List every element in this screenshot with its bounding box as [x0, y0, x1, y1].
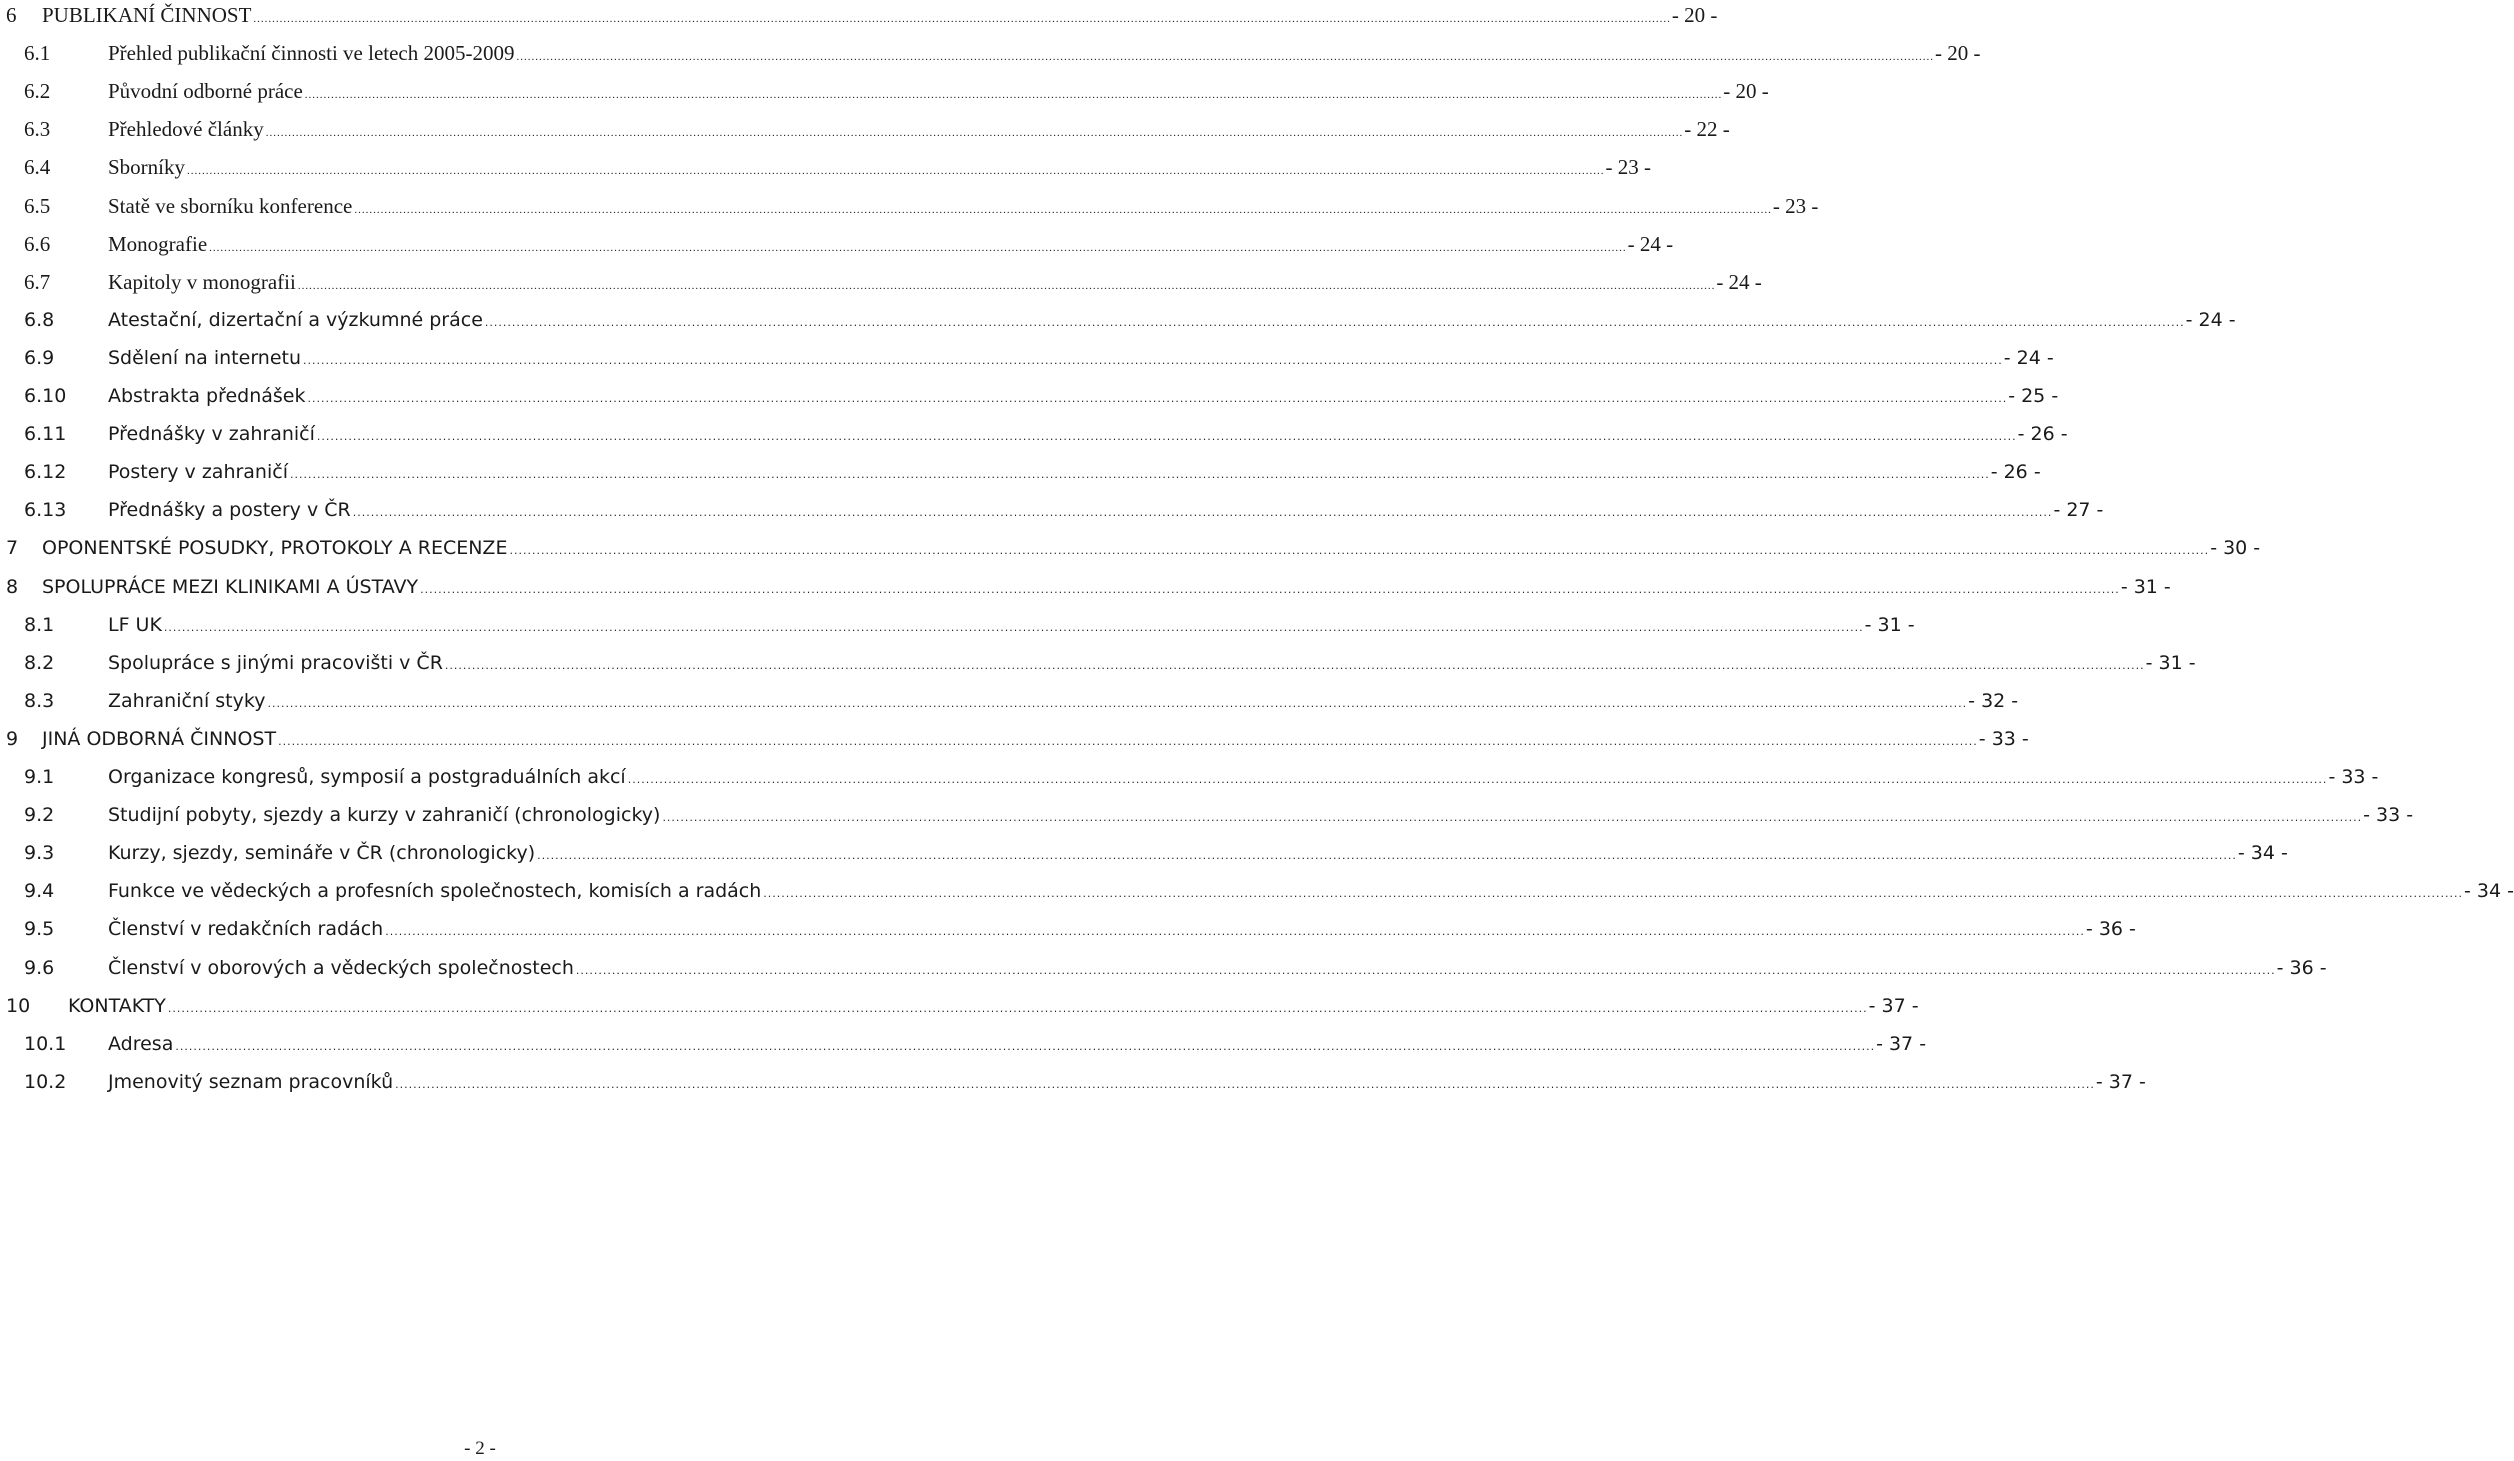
toc-entry[interactable] [6, 1025, 1927, 1063]
toc-entry-page: - 23 - [1605, 155, 1652, 180]
toc-entry-page: - 31 - [2120, 575, 2171, 598]
toc-entry-number: 6.13 [24, 499, 67, 522]
toc-entry-number: 9.5 [24, 918, 55, 941]
toc-entry-title: Postery v zahraničí [108, 461, 288, 484]
toc-entry-title: Adresa [108, 1032, 174, 1055]
toc-entry[interactable] [6, 34, 1981, 72]
toc-entry-page: - 33 - [2328, 766, 2379, 788]
toc-entry-title: Členství v oborových a vědeckých společnostech [108, 956, 574, 979]
toc-entry[interactable] [6, 187, 1819, 225]
toc-entry[interactable] [6, 453, 2041, 491]
toc-dot-leader [628, 761, 2328, 799]
toc-entry-page: - 23 - [1772, 193, 1819, 218]
toc-entry[interactable] [6, 720, 2029, 758]
toc-entry[interactable] [6, 225, 1674, 263]
toc-entry[interactable] [6, 110, 1730, 148]
toc-entry-title: Zahraniční styky [108, 689, 266, 712]
toc-entry-title: Kapitoly v monografii [108, 269, 296, 294]
toc-entry-title: Monografie [108, 231, 208, 256]
toc-entry[interactable] [6, 529, 2261, 567]
toc-entry-title: Jmenovitý seznam pracovníků [108, 1070, 394, 1093]
toc-entry-number: 9.6 [24, 956, 55, 979]
toc-dot-leader [485, 304, 2185, 342]
toc-entry[interactable] [6, 339, 2054, 377]
toc-dot-leader [517, 38, 1935, 76]
toc-entry-page: - 37 - [1876, 1032, 1927, 1055]
toc-entry-title: Přednášky v zahraničí [108, 423, 315, 446]
toc-entry-number: 6.10 [24, 385, 67, 407]
toc-entry-number: 6.5 [24, 193, 51, 218]
page-number: - 2 - [464, 1438, 496, 1459]
toc-entry-page: - 20 - [1723, 79, 1769, 104]
toc-entry-page: - 34 - [2464, 880, 2514, 903]
toc-dot-leader [385, 913, 2085, 951]
toc-entry[interactable] [6, 834, 2288, 872]
toc-entry-page: - 34 - [2237, 842, 2288, 865]
toc-dot-leader [509, 532, 2209, 570]
toc-dot-leader [164, 609, 1864, 647]
toc-entry-number: 6.8 [24, 308, 55, 331]
toc-entry-number: 7 [6, 537, 19, 560]
toc-entry-number: 6.1 [24, 41, 51, 66]
toc-entry-number: 9 [6, 727, 19, 750]
toc-dot-leader [168, 990, 1868, 1028]
toc-entry-title: Atestační, dizertační a výzkumné práce [108, 308, 483, 331]
toc-entry-number: 6.12 [24, 461, 67, 484]
toc-entry-page: - 24 - [1716, 269, 1762, 294]
toc-entry[interactable] [6, 910, 2136, 948]
toc-entry[interactable] [6, 1063, 2146, 1101]
toc-entry-title: OPONENTSKÉ POSUDKY, PROTOKOLY A RECENZE [42, 537, 508, 560]
toc-entry-page: - 26 - [2017, 423, 2068, 446]
toc-entry-page: - 32 - [1968, 689, 2019, 712]
toc-entry[interactable] [6, 796, 2414, 834]
toc-dot-leader [307, 380, 2007, 418]
toc-entry-number: 10.1 [24, 1032, 67, 1055]
toc-entry[interactable] [6, 644, 2196, 682]
toc-dot-leader [266, 114, 1684, 152]
toc-entry-title: KONTAKTY [68, 994, 166, 1017]
toc-entry-title: Původní odborné práce [108, 79, 303, 104]
toc-entry-page: - 31 - [1864, 613, 1915, 636]
toc-entry-number: 6.11 [24, 423, 67, 446]
toc-dot-leader [290, 456, 1990, 494]
toc-entry[interactable] [6, 491, 2104, 529]
toc-entry-number: 8.1 [24, 613, 55, 636]
toc-entry-page: - 36 - [2085, 918, 2136, 941]
toc-entry-number: 6.7 [24, 269, 51, 294]
toc-entry-number: 6.6 [24, 231, 51, 256]
toc-entry-title: Statě ve sborníku konference [108, 193, 353, 218]
toc-entry[interactable] [6, 0, 1718, 34]
toc-entry-page: - 24 - [2003, 346, 2054, 369]
toc-entry[interactable] [6, 148, 1652, 186]
toc-dot-leader [354, 191, 1772, 229]
toc-dot-leader [576, 952, 2276, 990]
toc-entry-page: - 24 - [2185, 308, 2236, 331]
toc-entry-page: - 27 - [2053, 499, 2104, 522]
toc-entry-title: Sborníky [108, 155, 186, 180]
toc-entry-title: Funkce ve vědeckých a profesních společnostech, komisích a radách [108, 880, 762, 903]
toc-entry[interactable] [6, 415, 2068, 453]
toc-entry-page: - 33 - [2363, 804, 2414, 827]
toc-entry[interactable] [6, 987, 1919, 1025]
toc-dot-leader [305, 76, 1723, 114]
toc-entry-number: 10.2 [24, 1070, 67, 1093]
toc-entry-number: 9.1 [24, 766, 55, 788]
toc-dot-leader [662, 799, 2362, 837]
toc-entry-title: Členství v redakčních radách [108, 918, 384, 941]
toc-entry-title: Organizace kongresů, symposií a postgraduálních akcí [108, 766, 626, 788]
toc-entry[interactable] [6, 606, 1915, 644]
toc-dot-leader [278, 723, 1978, 761]
toc-dot-leader [420, 571, 2120, 609]
toc-entry[interactable] [6, 568, 2171, 606]
toc-entry-title: LF UK [108, 613, 162, 636]
toc-entry-page: - 30 - [2210, 537, 2261, 560]
toc-entry-number: 6 [6, 3, 17, 27]
toc-entry-page: - 33 - [1978, 727, 2029, 750]
toc-entry-number: 8 [6, 575, 19, 598]
toc-entry-title: Studijní pobyty, sjezdy a kurzy v zahraničí (chronologicky) [108, 804, 661, 827]
toc-entry-page: - 20 - [1935, 41, 1981, 66]
toc-entry[interactable] [6, 758, 2379, 796]
toc-entry[interactable] [6, 949, 2327, 987]
toc-entry-number: 6.3 [24, 117, 51, 142]
toc-entry-number: 10 [6, 994, 31, 1017]
toc-entry-title: Přednášky a postery v ČR [108, 499, 351, 522]
toc-entry-number: 8.2 [24, 651, 55, 674]
toc-dot-leader [537, 837, 2237, 875]
toc-dot-leader [445, 647, 2145, 685]
toc-entry-number: 6.9 [24, 346, 55, 369]
toc-entry[interactable] [6, 872, 2514, 910]
toc-entry[interactable] [6, 301, 2236, 339]
toc-dot-leader [353, 494, 2053, 532]
toc-dot-leader [187, 152, 1605, 190]
toc-entry-title: Sdělení na internetu [108, 346, 302, 369]
toc-entry-title: PUBLIKANÍ ČINNOST [42, 3, 252, 27]
toc-dot-leader [253, 0, 1671, 38]
toc-entry[interactable] [6, 72, 1769, 110]
toc-entry-page: - 20 - [1671, 3, 1718, 27]
toc-dot-leader [317, 418, 2017, 456]
toc-entry-title: SPOLUPRÁCE MEZI KLINIKAMI A ÚSTAVY [42, 575, 419, 598]
toc-entry-title: Přehledové články [108, 117, 264, 142]
toc-entry-title: JINÁ ODBORNÁ ČINNOST [42, 727, 277, 750]
toc-entry-page: - 31 - [2145, 651, 2196, 674]
toc-dot-leader [395, 1066, 2095, 1104]
toc-entry[interactable] [6, 682, 2019, 720]
toc-entry-page: - 22 - [1684, 117, 1730, 142]
toc-entry-number: 9.3 [24, 842, 55, 865]
toc-entry-number: 9.2 [24, 804, 55, 827]
toc-entry-page: - 25 - [2008, 385, 2059, 407]
toc-dot-leader [175, 1028, 1875, 1066]
toc-entry-number: 8.3 [24, 689, 55, 712]
toc-dot-leader [267, 685, 1967, 723]
toc-dot-leader [209, 229, 1627, 267]
toc-entry-page: - 26 - [1990, 461, 2041, 484]
toc-entry[interactable] [6, 263, 1762, 301]
toc-entry-page: - 36 - [2276, 956, 2327, 979]
toc-entry-page: - 37 - [2095, 1070, 2146, 1093]
toc-dot-leader [763, 875, 2463, 913]
toc-dot-leader [298, 267, 1716, 305]
toc-entry-number: 6.2 [24, 79, 51, 104]
toc-entry-title: Spolupráce s jinými pracovišti v ČR [108, 651, 443, 674]
toc-entry-title: Kurzy, sjezdy, semináře v ČR (chronologicky) [108, 842, 536, 865]
toc-entry-page: - 24 - [1627, 231, 1674, 256]
toc-dot-leader [303, 342, 2003, 380]
toc-entry-title: Abstrakta přednášek [108, 385, 306, 407]
toc-entry-number: 6.4 [24, 155, 51, 180]
toc-entry-title: Přehled publikační činnosti ve letech 2005-2009 [108, 41, 515, 66]
toc-entry-page: - 37 - [1868, 994, 1919, 1017]
toc-entry-number: 9.4 [24, 880, 55, 903]
toc-entry[interactable] [6, 377, 2059, 415]
